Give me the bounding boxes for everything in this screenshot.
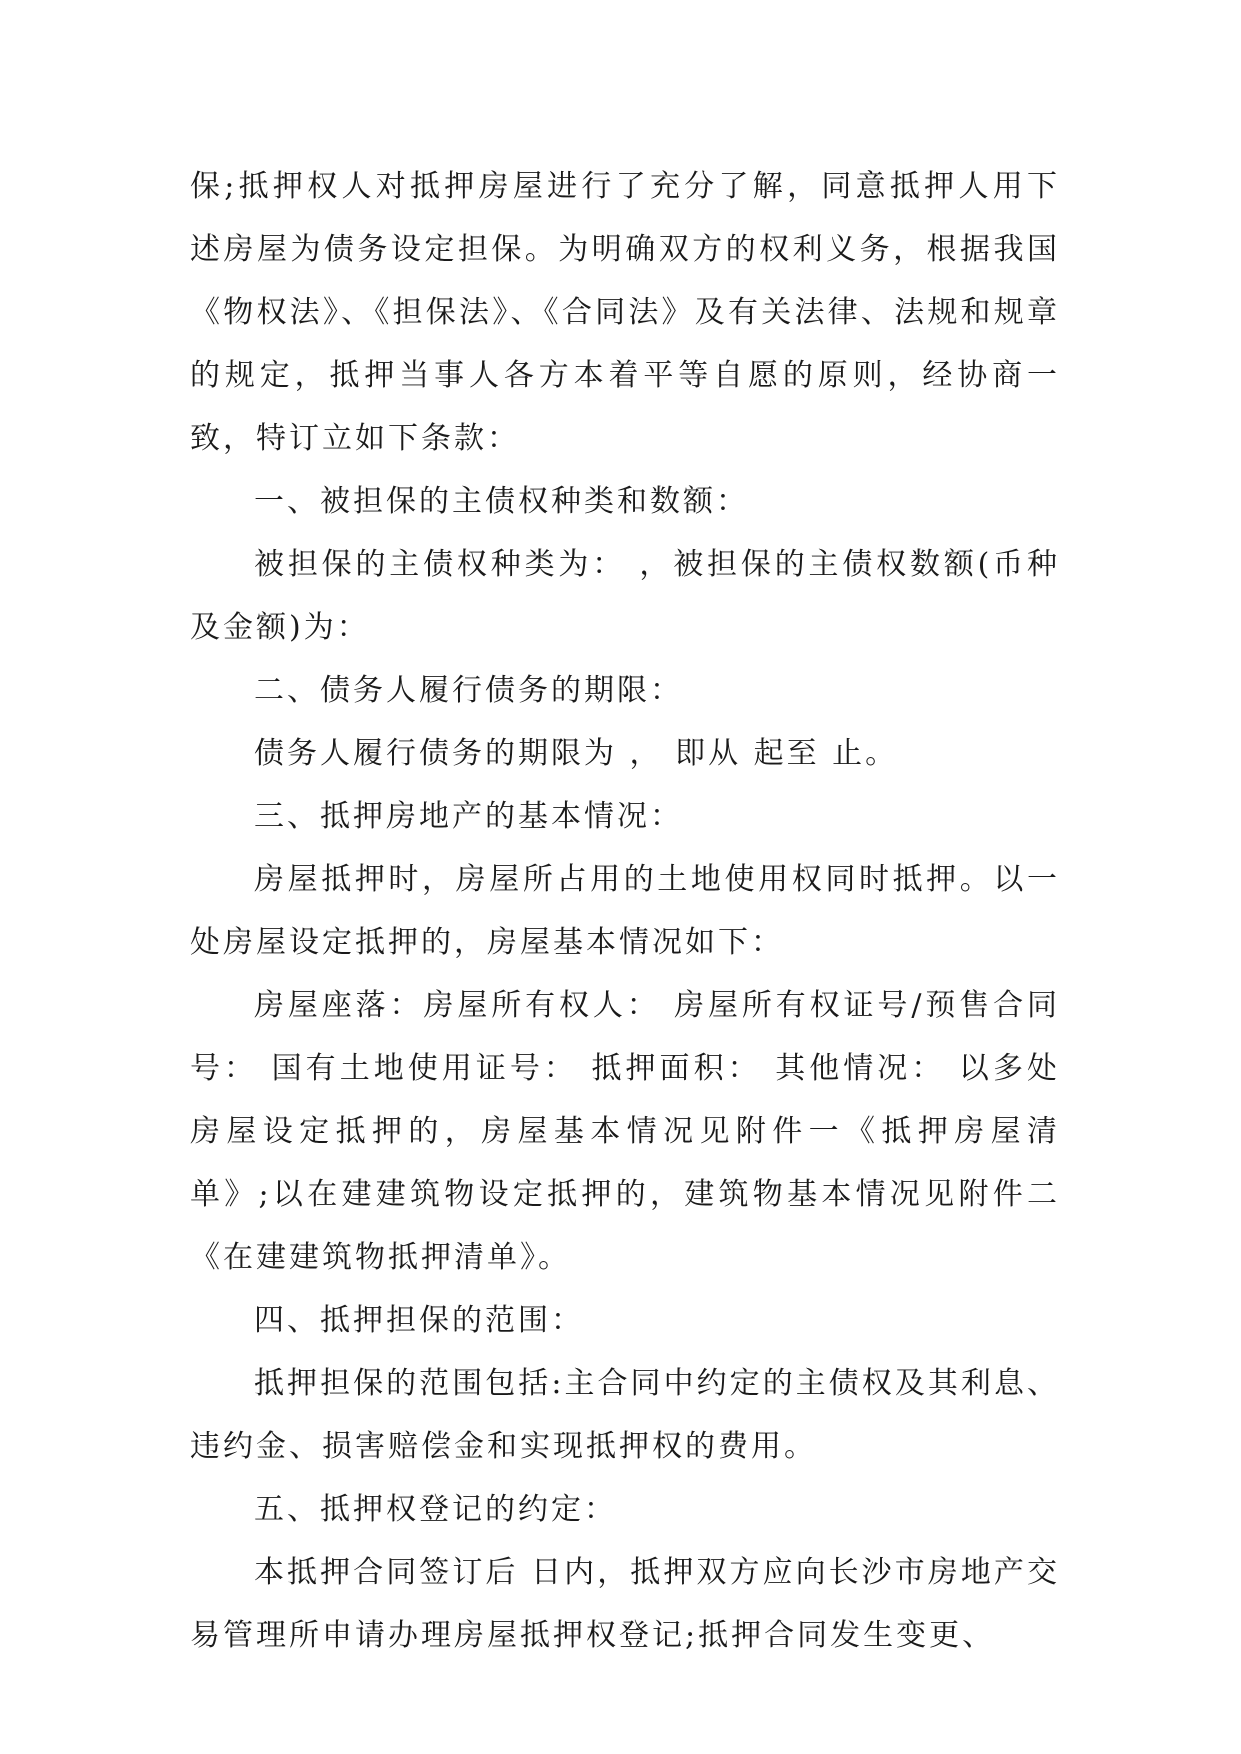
- paragraph-section-1: 被担保的主债权种类为： ，被担保的主债权数额(币种及金额)为：: [190, 547, 1060, 645]
- section-heading-2: 二、债务人履行债务的期限：: [254, 673, 683, 708]
- paragraph-section-3b: 房屋座落：房屋所有权人： 房屋所有权证号/预售合同号： 国有土地使用证号： 抵押面积： 其他情况： 以多处房屋设定抵押的，房屋基本情况见附件一《抵押房屋清单》;以在建建筑物设定抵押的，建筑物基本情况见附件二《在建建筑物抵押清单》。: [190, 988, 1060, 1275]
- paragraph-section-3a: 房屋抵押时，房屋所占用的土地使用权同时抵押。以一处房屋设定抵押的，房屋基本情况如下：: [190, 862, 1060, 960]
- section-heading-1: 一、被担保的主债权种类和数额：: [254, 484, 749, 519]
- section-heading-3: 三、抵押房地产的基本情况：: [254, 799, 683, 834]
- paragraph-intro: 保;抵押权人对抵押房屋进行了充分了解，同意抵押人用下述房屋为债务设定担保。为明确双方的权利义务，根据我国《物权法》、《担保法》、《合同法》及有关法律、法规和规章的规定，抵押当事人各方本着平等自愿的原则，经协商一致，特订立如下条款：: [190, 169, 1060, 456]
- document-body: [190, 155, 1060, 1667]
- paragraph-section-5: 本抵押合同签订后 日内，抵押双方应向长沙市房地产交易管理所申请办理房屋抵押权登记;抵押合同发生变更、: [190, 1555, 1060, 1653]
- paragraph-section-2: 债务人履行债务的期限为 ， 即从 起至 止。: [254, 736, 899, 771]
- section-heading-5: 五、抵押权登记的约定：: [254, 1492, 617, 1527]
- paragraph-section-4: 抵押担保的范围包括:主合同中约定的主债权及其利息、违约金、损害赔偿金和实现抵押权的费用。: [190, 1366, 1060, 1464]
- section-heading-4: 四、抵押担保的范围：: [254, 1303, 584, 1338]
